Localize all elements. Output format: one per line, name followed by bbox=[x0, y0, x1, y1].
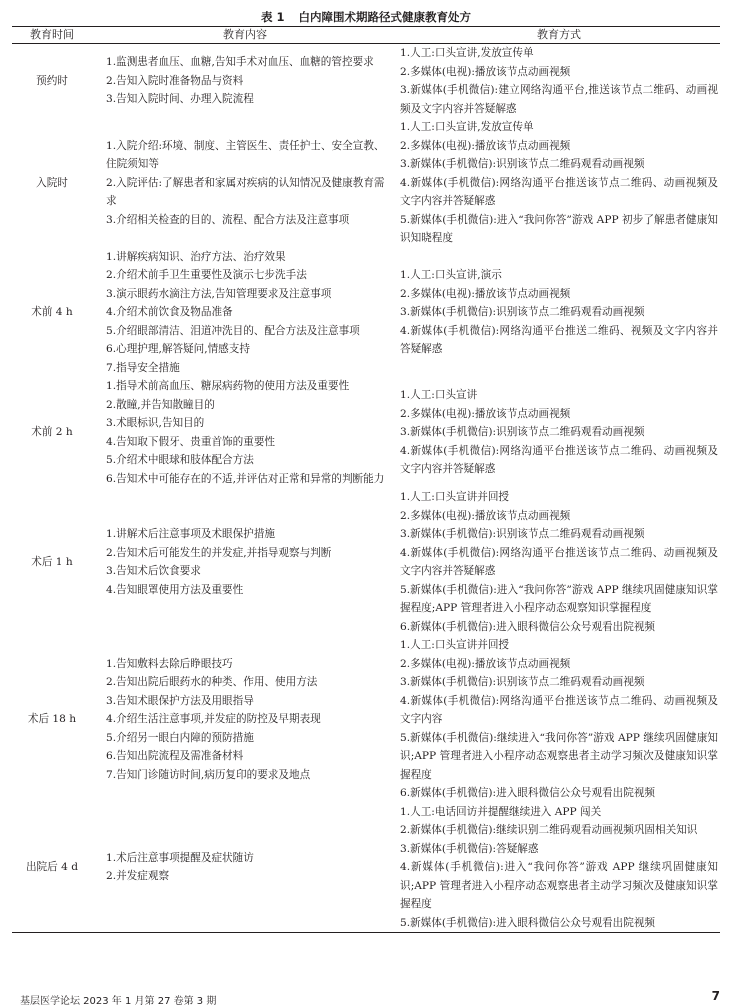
method-item: 4.新媒体(手机微信):网络沟通平台推送该节点二维码、动画视频及文字内容并答疑解惑 bbox=[400, 546, 718, 577]
education-method-cell bbox=[398, 636, 720, 803]
education-content-cell bbox=[92, 377, 398, 488]
content-item: 1.监测患者血压、血糖,告知手术对血压、血糖的管控要求 bbox=[106, 56, 374, 69]
method-item: 2.多媒体(电视):播放该节点动画视频 bbox=[400, 65, 571, 78]
education-time-cell: 出院后 4 d bbox=[25, 861, 79, 873]
content-item: 1.术后注意事项提醒及症状随访 bbox=[106, 851, 254, 864]
content-item: 4.告知眼罩使用方法及重要性 bbox=[106, 583, 244, 596]
method-item: 4.新媒体(手机微信):网络沟通平台推送该节点二维码、动画视频及文字内容并答疑解惑 bbox=[400, 444, 718, 476]
education-method-cell bbox=[398, 377, 720, 488]
education-content-cell bbox=[92, 488, 398, 636]
method-item: 2.多媒体(电视):播放该节点动画视频 bbox=[400, 139, 571, 152]
table-row bbox=[12, 44, 720, 119]
table-row bbox=[12, 118, 720, 248]
content-item: 2.告知出院后眼药水的种类、作用、使用方法 bbox=[106, 676, 318, 688]
table-row bbox=[12, 488, 720, 636]
method-item: 1.人工:口头宣讲 bbox=[400, 389, 478, 402]
page-number: 7 bbox=[711, 989, 720, 1003]
content-item: 1.告知敷料去除后睁眼技巧 bbox=[106, 657, 233, 670]
education-method-cell bbox=[398, 118, 720, 248]
method-item: 5.新媒体(手机微信):继续进入“我问你答”游戏 APP 继续巩固健康知识;APP 管理者进入小程序动态观察患者主动学习频次及健康知识掌握程度 bbox=[400, 731, 718, 781]
method-item: 3.新媒体(手机微信):识别该节点二维码观看动画视频 bbox=[400, 306, 645, 318]
content-item: 5.介绍眼部清洁、泪道冲洗目的、配合方法及注意事项 bbox=[106, 324, 360, 337]
table-row bbox=[12, 803, 720, 933]
content-item: 1.入院介绍:环境、制度、主管医生、责任护士、安全宣教、住院须知等 bbox=[106, 139, 385, 170]
education-content-cell bbox=[92, 118, 398, 248]
method-item: 2.新媒体(手机微信):继续识别二维码观看动画视频巩固相关知识 bbox=[400, 824, 698, 836]
method-item: 2.多媒体(电视):播放该节点动画视频 bbox=[400, 657, 571, 670]
content-item: 4.介绍术前饮食及物品准备 bbox=[106, 306, 233, 318]
content-item: 6.心理护理,解答疑问,情感支持 bbox=[106, 343, 250, 355]
method-item: 3.新媒体(手机微信):建立网络沟通平台,推送该节点二维码、动画视频及文字内容并答疑解惑 bbox=[400, 84, 718, 115]
content-item: 1.指导术前高血压、糖尿病药物的使用方法及重要性 bbox=[106, 380, 350, 392]
content-item: 2.并发症观察 bbox=[106, 870, 170, 883]
content-item: 2.散瞳,并告知散瞳目的 bbox=[106, 398, 215, 411]
method-item: 3.新媒体(手机微信):答疑解惑 bbox=[400, 842, 539, 855]
education-time-cell: 入院时 bbox=[36, 176, 68, 189]
table-header-row bbox=[12, 27, 720, 44]
method-item: 1.人工:电话回访并提醒继续进入 APP 闯关 bbox=[400, 805, 602, 818]
education-method-cell bbox=[398, 488, 720, 636]
content-item: 3.告知入院时间、办理入院流程 bbox=[106, 93, 254, 106]
table-title: 白内障围术期路径式健康教育处方 bbox=[298, 10, 471, 24]
method-item: 1.人工:口头宣讲并回授 bbox=[400, 491, 510, 503]
method-item: 1.人工:口头宣讲,发放宣传单 bbox=[400, 121, 534, 133]
method-item: 3.新媒体(手机微信):识别该节点二维码观看动画视频 bbox=[400, 528, 645, 540]
method-item: 4.新媒体(手机微信):进入“我问你答”游戏 APP 继续巩固健康知识;APP 管理者进入小程序动态观察患者主动学习频次及健康知识掌握程度 bbox=[400, 861, 718, 910]
method-item: 5.新媒体(手机微信):进入“我问你答”游戏 APP 继续巩固健康知识掌握程度;APP 管理者进入小程序动态观察知识掌握程度 bbox=[400, 583, 718, 614]
content-item: 3.术眼标识,告知目的 bbox=[106, 417, 205, 429]
method-item: 3.新媒体(手机微信):识别该节点二维码观看动画视频 bbox=[400, 426, 645, 439]
method-item: 4.新媒体(手机微信):网络沟通平台推送该节点二维码、动画视频及文字内容 bbox=[400, 694, 718, 725]
method-item: 3.新媒体(手机微信):识别该节点二维码观看动画视频 bbox=[400, 676, 645, 688]
content-item: 2.入院评估:了解患者和家属对疾病的认知情况及健康教育需求 bbox=[106, 176, 385, 207]
method-item: 1.人工:口头宣讲,演示 bbox=[400, 269, 502, 281]
education-content-cell bbox=[92, 248, 398, 378]
content-item: 3.演示眼药水滴注方法,告知管理要求及注意事项 bbox=[106, 287, 332, 300]
education-time-cell: 术前 2 h bbox=[31, 426, 73, 439]
education-prescription-table bbox=[12, 26, 720, 933]
table-row bbox=[12, 636, 720, 803]
content-item: 4.告知取下假牙、贵重首饰的重要性 bbox=[106, 435, 276, 448]
content-item: 3.告知术后饮食要求 bbox=[106, 565, 201, 577]
table-number: 表 1 bbox=[260, 10, 285, 24]
header-method: 教育方式 bbox=[398, 27, 720, 44]
method-item: 1.人工:口头宣讲并回授 bbox=[400, 639, 510, 651]
document-page bbox=[12, 8, 720, 933]
education-time-cell: 预约时 bbox=[36, 74, 68, 87]
table-row bbox=[12, 248, 720, 378]
content-item: 7.指导安全措施 bbox=[106, 361, 180, 374]
journal-info: 基层医学论坛 2023 年 1 月第 27 卷第 3 期 bbox=[20, 996, 217, 1007]
method-item: 6.新媒体(手机微信):进入眼科微信公众号观看出院视频 bbox=[400, 787, 656, 799]
content-item: 3.告知术眼保护方法及用眼指导 bbox=[106, 694, 254, 707]
content-item: 6.告知术中可能存在的不适,并评估对正常和异常的判断能力 bbox=[106, 472, 385, 485]
education-time-cell: 术后 1 h bbox=[31, 555, 73, 568]
content-item: 6.告知出院流程及需准备材料 bbox=[106, 750, 244, 762]
education-time-cell: 术后 18 h bbox=[27, 713, 77, 725]
education-method-cell bbox=[398, 248, 720, 378]
education-method-cell bbox=[398, 44, 720, 119]
method-item: 3.新媒体(手机微信):识别该节点二维码观看动画视频 bbox=[400, 158, 645, 170]
content-item: 2.介绍术前手卫生重要性及演示七步洗手法 bbox=[106, 269, 307, 281]
method-item: 2.多媒体(电视):播放该节点动画视频 bbox=[400, 509, 571, 522]
content-item: 5.介绍术中眼球和肢体配合方法 bbox=[106, 454, 254, 466]
table-caption bbox=[12, 8, 720, 26]
education-content-cell bbox=[92, 44, 398, 119]
content-item: 3.介绍相关检查的目的、流程、配合方法及注意事项 bbox=[106, 213, 350, 226]
method-item: 4.新媒体(手机微信):网络沟通平台推送二维码、视频及文字内容并答疑解惑 bbox=[400, 324, 718, 355]
page-footer bbox=[20, 989, 720, 1007]
content-item: 2.告知术后可能发生的并发症,并指导观察与判断 bbox=[106, 546, 332, 559]
education-method-cell bbox=[398, 803, 720, 933]
content-item: 1.讲解术后注意事项及术眼保护措施 bbox=[106, 528, 276, 540]
method-item: 5.新媒体(手机微信):进入眼科微信公众号观看出院视频 bbox=[400, 916, 656, 929]
education-content-cell bbox=[92, 636, 398, 803]
method-item: 5.新媒体(手机微信):进入“我问你答”游戏 APP 初步了解患者健康知识知晓程度 bbox=[400, 213, 718, 244]
table-row bbox=[12, 377, 720, 488]
method-item: 6.新媒体(手机微信):进入眼科微信公众号观看出院视频 bbox=[400, 620, 656, 633]
method-item: 1.人工:口头宣讲,发放宣传单 bbox=[400, 47, 534, 59]
header-time: 教育时间 bbox=[12, 27, 92, 44]
content-item: 4.介绍生活注意事项,并发症的防控及早期表现 bbox=[106, 713, 321, 725]
header-content: 教育内容 bbox=[92, 27, 398, 44]
method-item: 4.新媒体(手机微信):网络沟通平台推送该节点二维码、动画视频及文字内容并答疑解惑 bbox=[400, 176, 718, 207]
method-item: 2.多媒体(电视):播放该节点动画视频 bbox=[400, 287, 571, 300]
content-item: 2.告知入院时准备物品与资料 bbox=[106, 74, 244, 87]
education-content-cell bbox=[92, 803, 398, 933]
content-item: 1.讲解疾病知识、治疗方法、治疗效果 bbox=[106, 250, 286, 263]
method-item: 2.多媒体(电视):播放该节点动画视频 bbox=[400, 407, 571, 420]
content-item: 5.介绍另一眼白内障的预防措施 bbox=[106, 731, 254, 744]
content-item: 7.告知门诊随访时间,病历复印的要求及地点 bbox=[106, 768, 311, 781]
education-time-cell: 术前 4 h bbox=[31, 306, 73, 318]
